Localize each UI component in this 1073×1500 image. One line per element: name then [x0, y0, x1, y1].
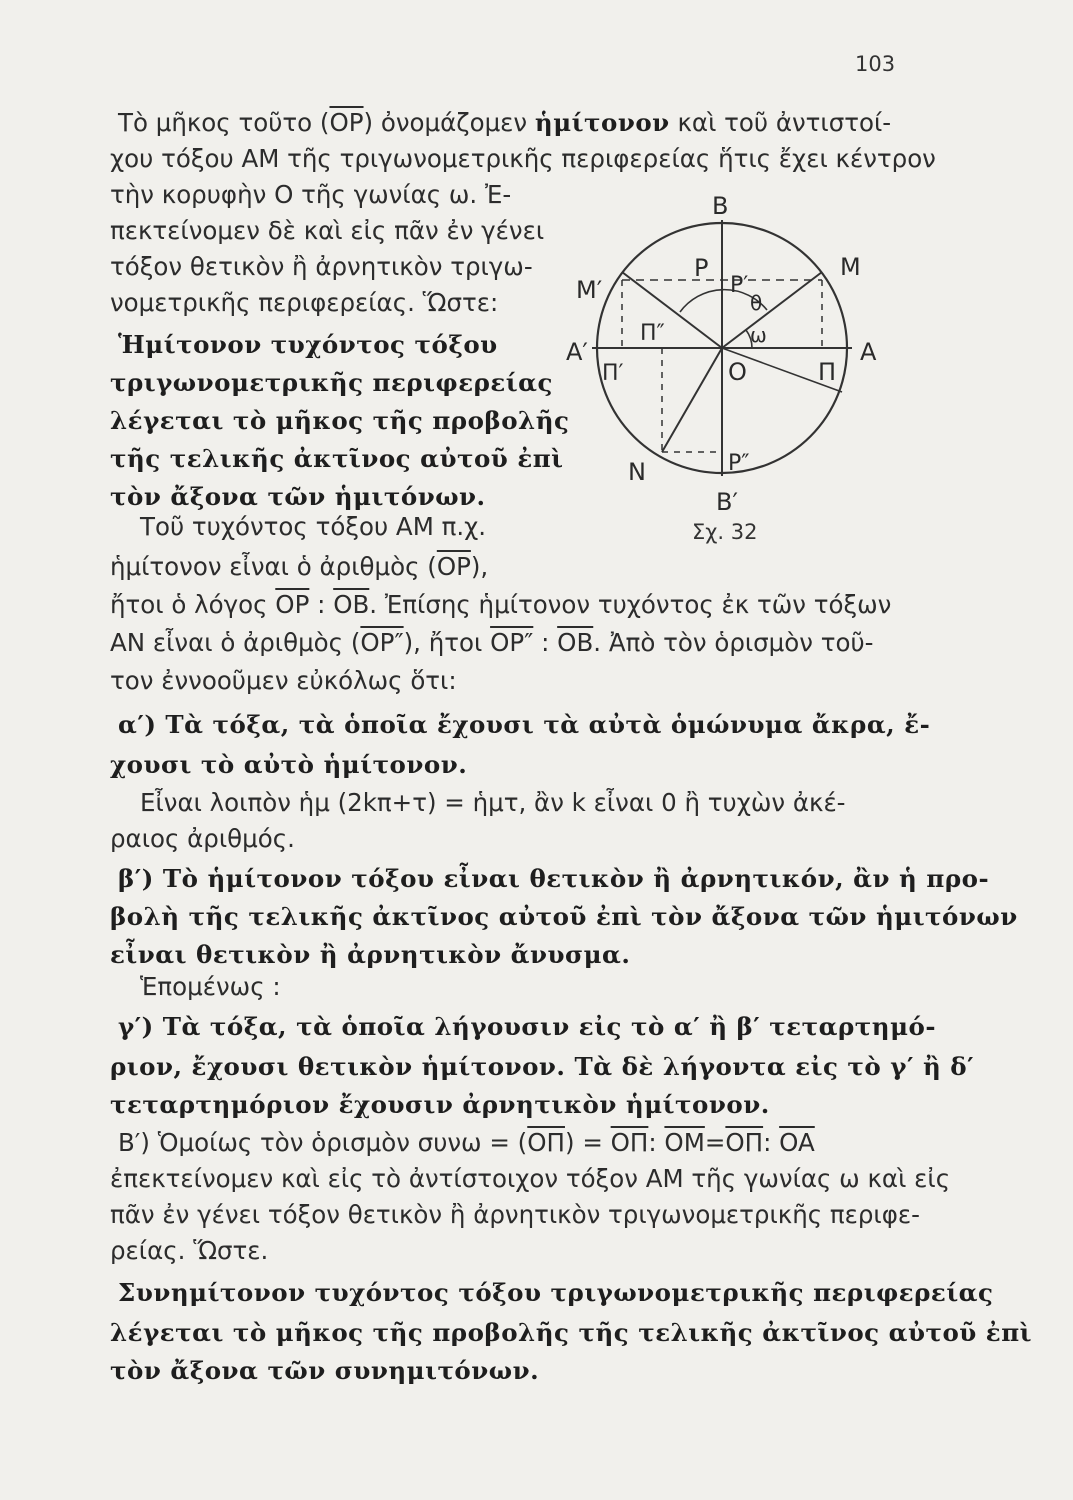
- text-line: [118, 106, 891, 140]
- text-line: Εἶναι λοιπὸν ἡμ (2kπ+τ) = ἡμτ, ἂν k εἶναι 0 ἢ τυχὼν ἀκέ-: [140, 788, 846, 817]
- label-Piprime: Π′: [602, 361, 624, 386]
- vector-notation: $\overline{OP}$: [329, 108, 364, 137]
- text-run: AN εἶναι ὁ ἀριθμὸς (: [110, 628, 361, 657]
- text-run: :: [648, 1128, 665, 1157]
- page-number: 103: [855, 52, 896, 76]
- label-B: B: [712, 192, 729, 220]
- vector-notation: $\overline{OB}$: [333, 590, 370, 619]
- label-A: A: [860, 338, 877, 366]
- definition-line: Συνημίτονον τυχόντος τόξου τριγωνομετρικῆς περιφερείας: [118, 1278, 994, 1307]
- text-line: νομετρικῆς περιφερείας. Ὥστε:: [110, 288, 499, 317]
- text-line: Ἑπομένως :: [140, 972, 281, 1001]
- radius-ON: [662, 348, 722, 452]
- text-line: τόξον θετικὸν ἢ ἀρνητικὸν τριγω-: [110, 252, 533, 281]
- label-Aprime: A′: [566, 338, 588, 366]
- definition-line: τὸν ἄξονα τῶν ἡμιτόνων.: [110, 482, 486, 511]
- rule-line: χουσι τὸ αὐτὸ ἡμίτονον.: [110, 750, 468, 779]
- label-Ppp: P″: [728, 451, 750, 476]
- text-run: ) =: [564, 1128, 611, 1157]
- text-line: [118, 1126, 815, 1160]
- vector-notation: $\overline{O\Pi}$: [610, 1128, 649, 1157]
- vector-notation: $\overline{OP}$: [436, 552, 471, 581]
- label-Pi: Π: [818, 358, 837, 386]
- rule-line: ριον, ἔχουσι θετικὸν ἡμίτονον. Τὰ δὲ λήγοντα εἰς τὸ γ′ ἢ δ′: [110, 1052, 975, 1081]
- definition-line: Ἡμίτονον τυχόντος τόξου: [118, 330, 498, 359]
- rule-line: β′) Τὸ ἡμίτονον τόξου εἶναι θετικὸν ἢ ἀρνητικόν, ἂν ἡ προ-: [118, 864, 990, 893]
- definition-line: τῆς τελικῆς ἀκτῖνος αὐτοῦ ἐπὶ: [110, 444, 564, 473]
- text-line: ρείας. Ὥστε.: [110, 1236, 269, 1265]
- vector-notation: $\overline{O\Pi}$: [725, 1128, 764, 1157]
- text-run: ) ὀνομάζομεν: [363, 108, 535, 137]
- label-Mprime: M′: [576, 276, 603, 304]
- vector-notation: OP″: [360, 628, 404, 657]
- label-theta: θ: [750, 291, 763, 315]
- text-run: =: [704, 1128, 726, 1157]
- trig-circle-figure: [552, 180, 892, 550]
- rule-line: εἶναι θετικὸν ἢ ἀρνητικὸν ἄνυσμα.: [110, 940, 631, 969]
- text-run: :: [309, 590, 334, 619]
- text-run: Τὸ μῆκος τοῦτο (: [118, 108, 330, 137]
- definition-line: λέγεται τὸ μῆκος τῆς προβολῆς: [110, 406, 570, 435]
- text-run: ),: [470, 552, 489, 581]
- label-O: O: [728, 358, 747, 386]
- text-line: πᾶν ἐν γένει τόξον θετικὸν ἢ ἀρνητικὸν τριγωνομετρικῆς περιφε-: [110, 1200, 920, 1229]
- text-line: ραιος ἀριθμός.: [110, 824, 295, 853]
- text-run: ἡμίτονον εἶναι ὁ ἀριθμὸς (: [110, 552, 437, 581]
- label-N: N: [628, 458, 646, 486]
- label-Pprime: P′: [730, 273, 749, 298]
- text-line: [110, 626, 874, 660]
- rule-line: γ′) Τὰ τόξα, τὰ ὁποῖα λήγουσιν εἰς τὸ α′ ἢ β′ τεταρτημό-: [118, 1012, 937, 1041]
- text-line: [110, 588, 891, 622]
- vector-notation: $\overline{OM}$: [664, 1128, 705, 1157]
- definition-line: τριγωνομετρικῆς περιφερείας: [110, 368, 553, 397]
- text-run: B′) Ὁμοίως τὸν ὁρισμὸν συνω = (: [118, 1128, 528, 1157]
- label-M: M: [840, 253, 861, 281]
- text-line: [110, 550, 488, 584]
- text-run: :: [763, 1128, 780, 1157]
- text-line: Τοῦ τυχόντος τόξου AM π.χ.: [140, 512, 487, 541]
- vector-notation: $\overline{O\Pi}$: [527, 1128, 565, 1157]
- text-run: ἤτοι ὁ λόγος: [110, 590, 276, 619]
- text-line: τον ἐννοοῦμεν εὐκόλως ὅτι:: [110, 666, 457, 695]
- text-run: :: [533, 628, 558, 657]
- text-run: . Ἐπίσης ἡμίτονον τυχόντος ἐκ τῶν τόξων: [369, 590, 892, 619]
- text-line: χου τόξου AM τῆς τριγωνομετρικῆς περιφερείας ἥτις ἔχει κέντρον: [110, 144, 936, 173]
- text-run: ), ἤτοι: [403, 628, 491, 657]
- definition-line: τὸν ἄξονα τῶν συνημιτόνων.: [110, 1356, 540, 1385]
- term-bold: ἡμίτονον: [534, 108, 670, 137]
- text-run: . Ἀπὸ τὸν ὁρισμὸν τοῦ-: [593, 628, 874, 657]
- vector-notation: $\overline{OB}$: [557, 628, 594, 657]
- label-omega: ω: [750, 323, 767, 347]
- definition-line: λέγεται τὸ μῆκος τῆς προβολῆς τῆς τελικῆς ἀκτῖνος αὐτοῦ ἐπὶ: [110, 1318, 1032, 1347]
- vector-notation: $\overline{OA}$: [779, 1128, 815, 1157]
- rule-line: τεταρτημόριον ἔχουσιν ἀρνητικὸν ἡμίτονον.: [110, 1090, 770, 1119]
- radius-OMprime: [622, 272, 722, 348]
- text-line: ἐπεκτείνομεν καὶ εἰς τὸ ἀντίστοιχον τόξον AM τῆς γωνίας ω καὶ εἰς: [110, 1164, 951, 1193]
- text-line: πεκτείνομεν δὲ καὶ εἰς πᾶν ἐν γένει: [110, 216, 545, 245]
- rule-line: βολὴ τῆς τελικῆς ἀκτῖνος αὐτοῦ ἐπὶ τὸν ἄξονα τῶν ἡμιτόνων: [110, 902, 1018, 931]
- figure-caption: Σχ. 32: [692, 520, 758, 544]
- vector-notation: $\overline{OP}$: [275, 590, 310, 619]
- label-P: P: [694, 254, 709, 282]
- text-line: τὴν κορυφὴν O τῆς γωνίας ω. Ἐ-: [110, 180, 512, 209]
- label-Bprime: B′: [716, 488, 738, 516]
- text-run: καὶ τοῦ ἀντιστοί-: [669, 108, 892, 137]
- label-Pipp: Π″: [640, 321, 665, 346]
- vector-notation: OP″: [490, 628, 534, 657]
- rule-line: α′) Τὰ τόξα, τὰ ὁποῖα ἔχουσι τὰ αὐτὰ ὁμώνυμα ἄκρα, ἔ-: [118, 710, 931, 739]
